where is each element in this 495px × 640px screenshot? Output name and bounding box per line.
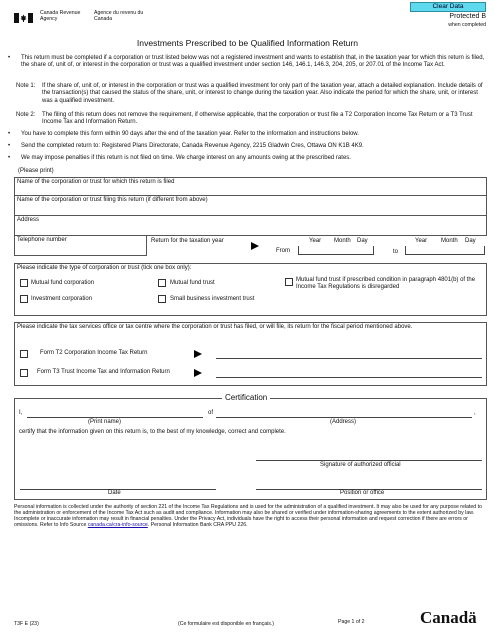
protected-label: Protected B xyxy=(449,13,486,20)
option-small-business-trust: Small business investment trust xyxy=(170,296,255,302)
address-caption: (Address) xyxy=(330,419,357,425)
arrow-right-icon xyxy=(251,242,259,250)
signature-caption: Signature of authorized official xyxy=(320,462,401,468)
option-t2: Form T2 Corporation Income Tax Return xyxy=(40,350,148,356)
bullet-deadline: • You have to complete this form within 90 days after the end of the taxation year. Refer to the information and instructions below. xyxy=(8,131,359,137)
form-id: T3F E (23) xyxy=(14,621,39,627)
clear-data-button[interactable] xyxy=(410,2,486,12)
privacy-notice: Personal information is collected under the authority of section 221 of the Income Tax Regulations and is used for the administration of a qualified investment. It may also be used for any purpose related to the administration or enforcement of the Income Tax Act such as audit and compliance. Information may also be shared or verified under information-sharing agreements to the extent authorized by law. Incomplete or inaccurate information may result in financial penalties. Under the Privacy Act, individuals have the right to access their personal information and request correction if there are errors or omissions. Refer to Info Source canada.ca/cra-info-source. Personal Information Bank CRA PPU 226. xyxy=(14,504,482,528)
address-label: Address xyxy=(17,217,40,223)
signature-input[interactable] xyxy=(256,454,482,461)
to-day-label: Day xyxy=(465,238,476,244)
canada-flag-icon xyxy=(14,10,33,20)
certification-title: Certification xyxy=(222,393,270,402)
type-prompt: Please indicate the type of corporation or trust (tick one box only): xyxy=(17,265,192,271)
checkbox-t2[interactable] xyxy=(20,350,28,358)
checkbox-mutual-fund-trust[interactable] xyxy=(158,279,166,287)
from-day-label: Day xyxy=(357,238,368,244)
to-year-label: Year xyxy=(415,238,428,244)
checkbox-t3[interactable] xyxy=(20,369,28,377)
checkbox-mutual-fund-corporation[interactable] xyxy=(20,279,28,287)
office-prompt: Please indicate the tax services office or tax centre where the corporation or trust has filed, or will file, its return for the fiscal period mentioned above. xyxy=(17,324,413,330)
french-availability: (Ce formulaire est disponible en français.) xyxy=(178,621,275,627)
checkbox-investment-corporation[interactable] xyxy=(20,295,28,303)
cert-i-label: I, xyxy=(19,410,23,416)
telephone-field[interactable] xyxy=(14,236,147,256)
page-title: Investments Prescribed to be Qualified Information Return xyxy=(136,38,359,48)
corp-name-label: Name of the corporation or trust for which this return is filed xyxy=(17,179,175,185)
t3-office-input[interactable] xyxy=(216,368,482,378)
cert-of-label: of xyxy=(208,410,214,416)
clear-data-label: Clear Data xyxy=(432,3,464,10)
agency-name-fr: Agence du revenu du Canada xyxy=(94,10,144,22)
cert-address-input[interactable] xyxy=(216,409,472,418)
corp-name-field[interactable] xyxy=(14,177,487,196)
option-t3: Form T3 Trust Income Tax and Information Return xyxy=(37,369,170,375)
address-field[interactable] xyxy=(14,216,487,236)
cert-comma: , xyxy=(474,410,476,416)
position-caption: Position or office xyxy=(340,490,385,496)
bullet-send: • Send the completed return to: Registered Plans Directorate, Canada Revenue Agency, 2215 Gladwin Cres, Ottawa ON K1B 4K9. xyxy=(8,143,364,149)
arrow-right-icon xyxy=(194,369,202,377)
info-source-link[interactable]: canada.ca/cra-info-source xyxy=(87,522,148,528)
from-month-label: Month xyxy=(334,238,351,244)
checkbox-mutual-fund-trust-prescribed[interactable] xyxy=(285,278,293,286)
option-mutual-fund-corporation: Mutual fund corporation xyxy=(31,280,95,286)
protected-sub: when completed xyxy=(448,22,486,28)
filer-name-field[interactable] xyxy=(14,196,487,216)
filer-name-label: Name of the corporation or trust filing this return (if different from above) xyxy=(17,197,208,203)
return-for-label: Return for the taxation year xyxy=(151,238,224,244)
date-caption: Date xyxy=(108,490,121,496)
canada-wordmark: Canadä xyxy=(420,608,477,627)
arrow-right-icon xyxy=(194,350,202,358)
intro-paragraph: • This return must be completed if a corporation or trust listed below was not a registered investment and wants to establish that, in the taxation year for which this return is filed, the share of, unit of, or interest in the corporation or trust was a qualified investment under section 146, 146.1, 146.3, 204, 205, or 207.01 of the Income Tax Act. xyxy=(8,55,485,69)
telephone-label: Telephone number xyxy=(17,237,67,243)
please-print: (Please print) xyxy=(18,168,54,174)
print-name-caption: (Print name) xyxy=(88,419,122,425)
from-date-input[interactable] xyxy=(298,246,374,255)
note-1: Note 1: If the share of, unit of, or interest in the corporation or trust was a qualified investment for only part of the taxation year, attach a detailed explanation. Include details of the transaction(s) that caused the status of the share, unit, or interest to change during the taxation year. Also indicate the period for which the share, unit, or interest was a qualified investment. xyxy=(16,83,483,104)
to-date-input[interactable] xyxy=(405,246,485,255)
from-label: From xyxy=(276,248,290,254)
print-name-input[interactable] xyxy=(27,409,203,418)
page-number: Page 1 of 2 xyxy=(338,619,365,625)
bullet-penalties: • We may impose penalties if this return is not filed on time. We charge interest on any amounts owing at the prescribed rates. xyxy=(8,155,351,161)
option-investment-corporation: Investment corporation xyxy=(31,296,93,302)
t2-office-input[interactable] xyxy=(216,350,482,359)
option-mutual-fund-trust-prescribed: Mutual fund trust if prescribed condition in paragraph 4801(b) of the Income Tax Regulations is disregarded xyxy=(296,277,476,291)
to-month-label: Month xyxy=(441,238,458,244)
option-mutual-fund-trust: Mutual fund trust xyxy=(170,280,215,286)
to-label: to xyxy=(393,249,399,255)
from-year-label: Year xyxy=(309,238,322,244)
agency-name-en: Canada Revenue Agency xyxy=(40,10,81,22)
certify-statement: certify that the information given on this return is, to the best of my knowledge, correct and complete. xyxy=(19,429,286,435)
note-2: Note 2: The filing of this return does not remove the requirement, if otherwise applicable, that the corporation or trust file a T2 Corporation Income Tax Return or a T3 Trust Income Tax and Information Return. xyxy=(16,112,473,126)
checkbox-small-business-trust[interactable] xyxy=(158,295,166,303)
